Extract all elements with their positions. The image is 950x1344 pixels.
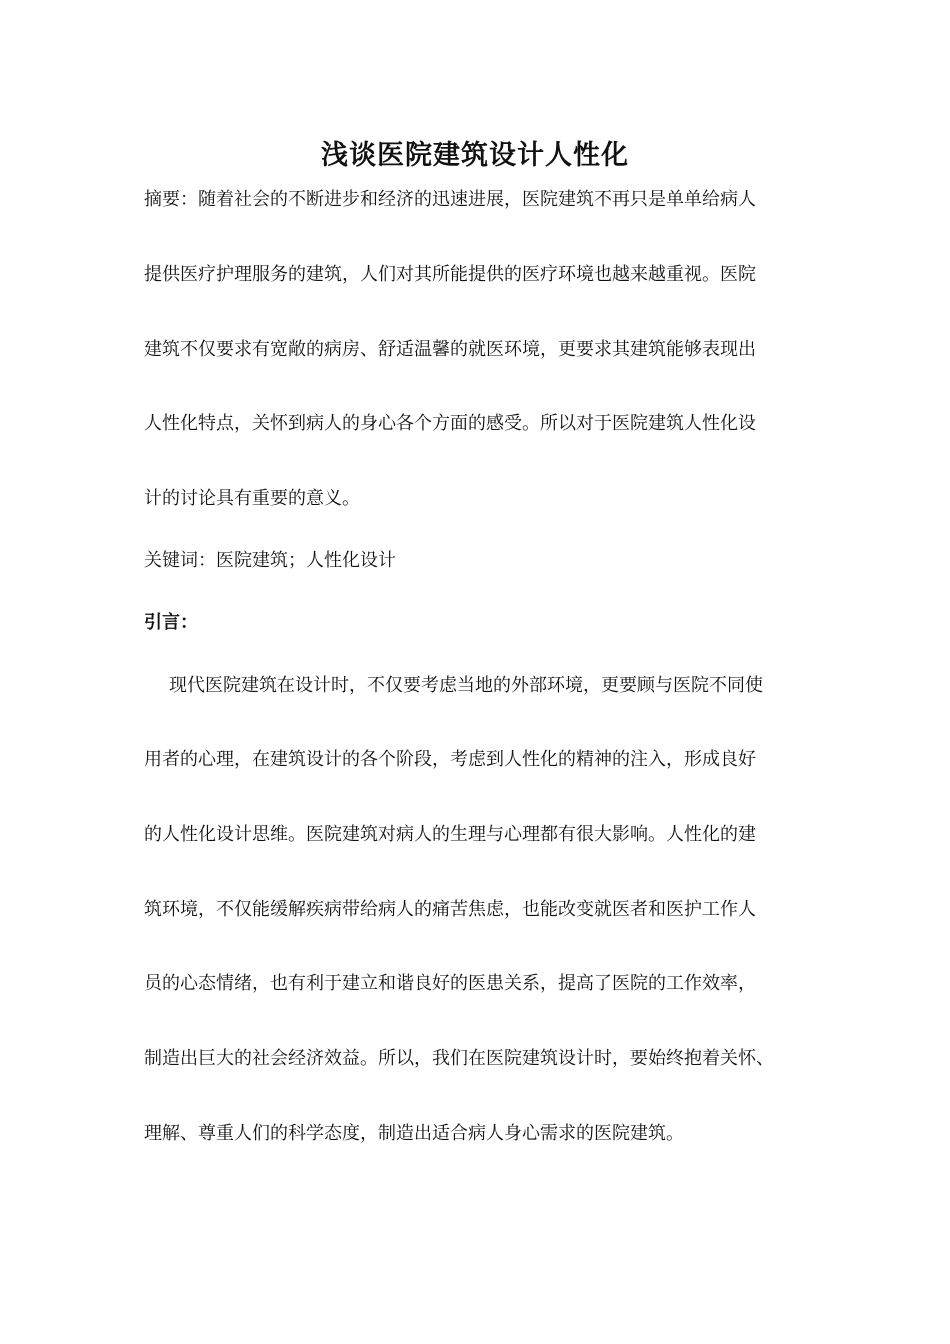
intro-line: 筑环境，不仅能缓解疾病带给病人的痛苦焦虑，也能改变就医者和医护工作人 xyxy=(144,899,756,920)
abstract-line: 提供医疗护理服务的建筑，人们对其所能提供的医疗环境也越来越重视。医院 xyxy=(144,264,756,285)
intro-heading: 引言： xyxy=(144,612,198,633)
intro-line: 的人性化设计思维。医院建筑对病人的生理与心理都有很大影响。人性化的建 xyxy=(144,824,756,845)
abstract-line: 建筑不仅要求有宽敞的病房、舒适温馨的就医环境，更要求其建筑能够表现出 xyxy=(144,339,756,360)
intro-line: 制造出巨大的社会经济效益。所以，我们在医院建筑设计时，要始终抱着关怀、 xyxy=(144,1048,774,1069)
intro-line: 员的心态情绪，也有利于建立和谐良好的医患关系，提高了医院的工作效率， xyxy=(144,973,756,994)
intro-line: 现代医院建筑在设计时，不仅要考虑当地的外部环境，更要顾与医院不同使 xyxy=(169,675,763,696)
abstract-line: 人性化特点，关怀到病人的身心各个方面的感受。所以对于医院建筑人性化设 xyxy=(144,413,756,434)
keywords-line: 关键词：医院建筑；人性化设计 xyxy=(144,550,396,571)
document-title: 浅谈医院建筑设计人性化 xyxy=(321,140,629,171)
intro-line: 理解、尊重人们的科学态度，制造出适合病人身心需求的医院建筑。 xyxy=(144,1123,684,1144)
abstract-line: 计的讨论具有重要的意义。 xyxy=(144,488,360,509)
intro-line: 用者的心理，在建筑设计的各个阶段，考虑到人性化的精神的注入，形成良好 xyxy=(144,749,756,770)
abstract-line: 摘要：随着社会的不断进步和经济的迅速进展，医院建筑不再只是单单给病人 xyxy=(144,189,756,210)
